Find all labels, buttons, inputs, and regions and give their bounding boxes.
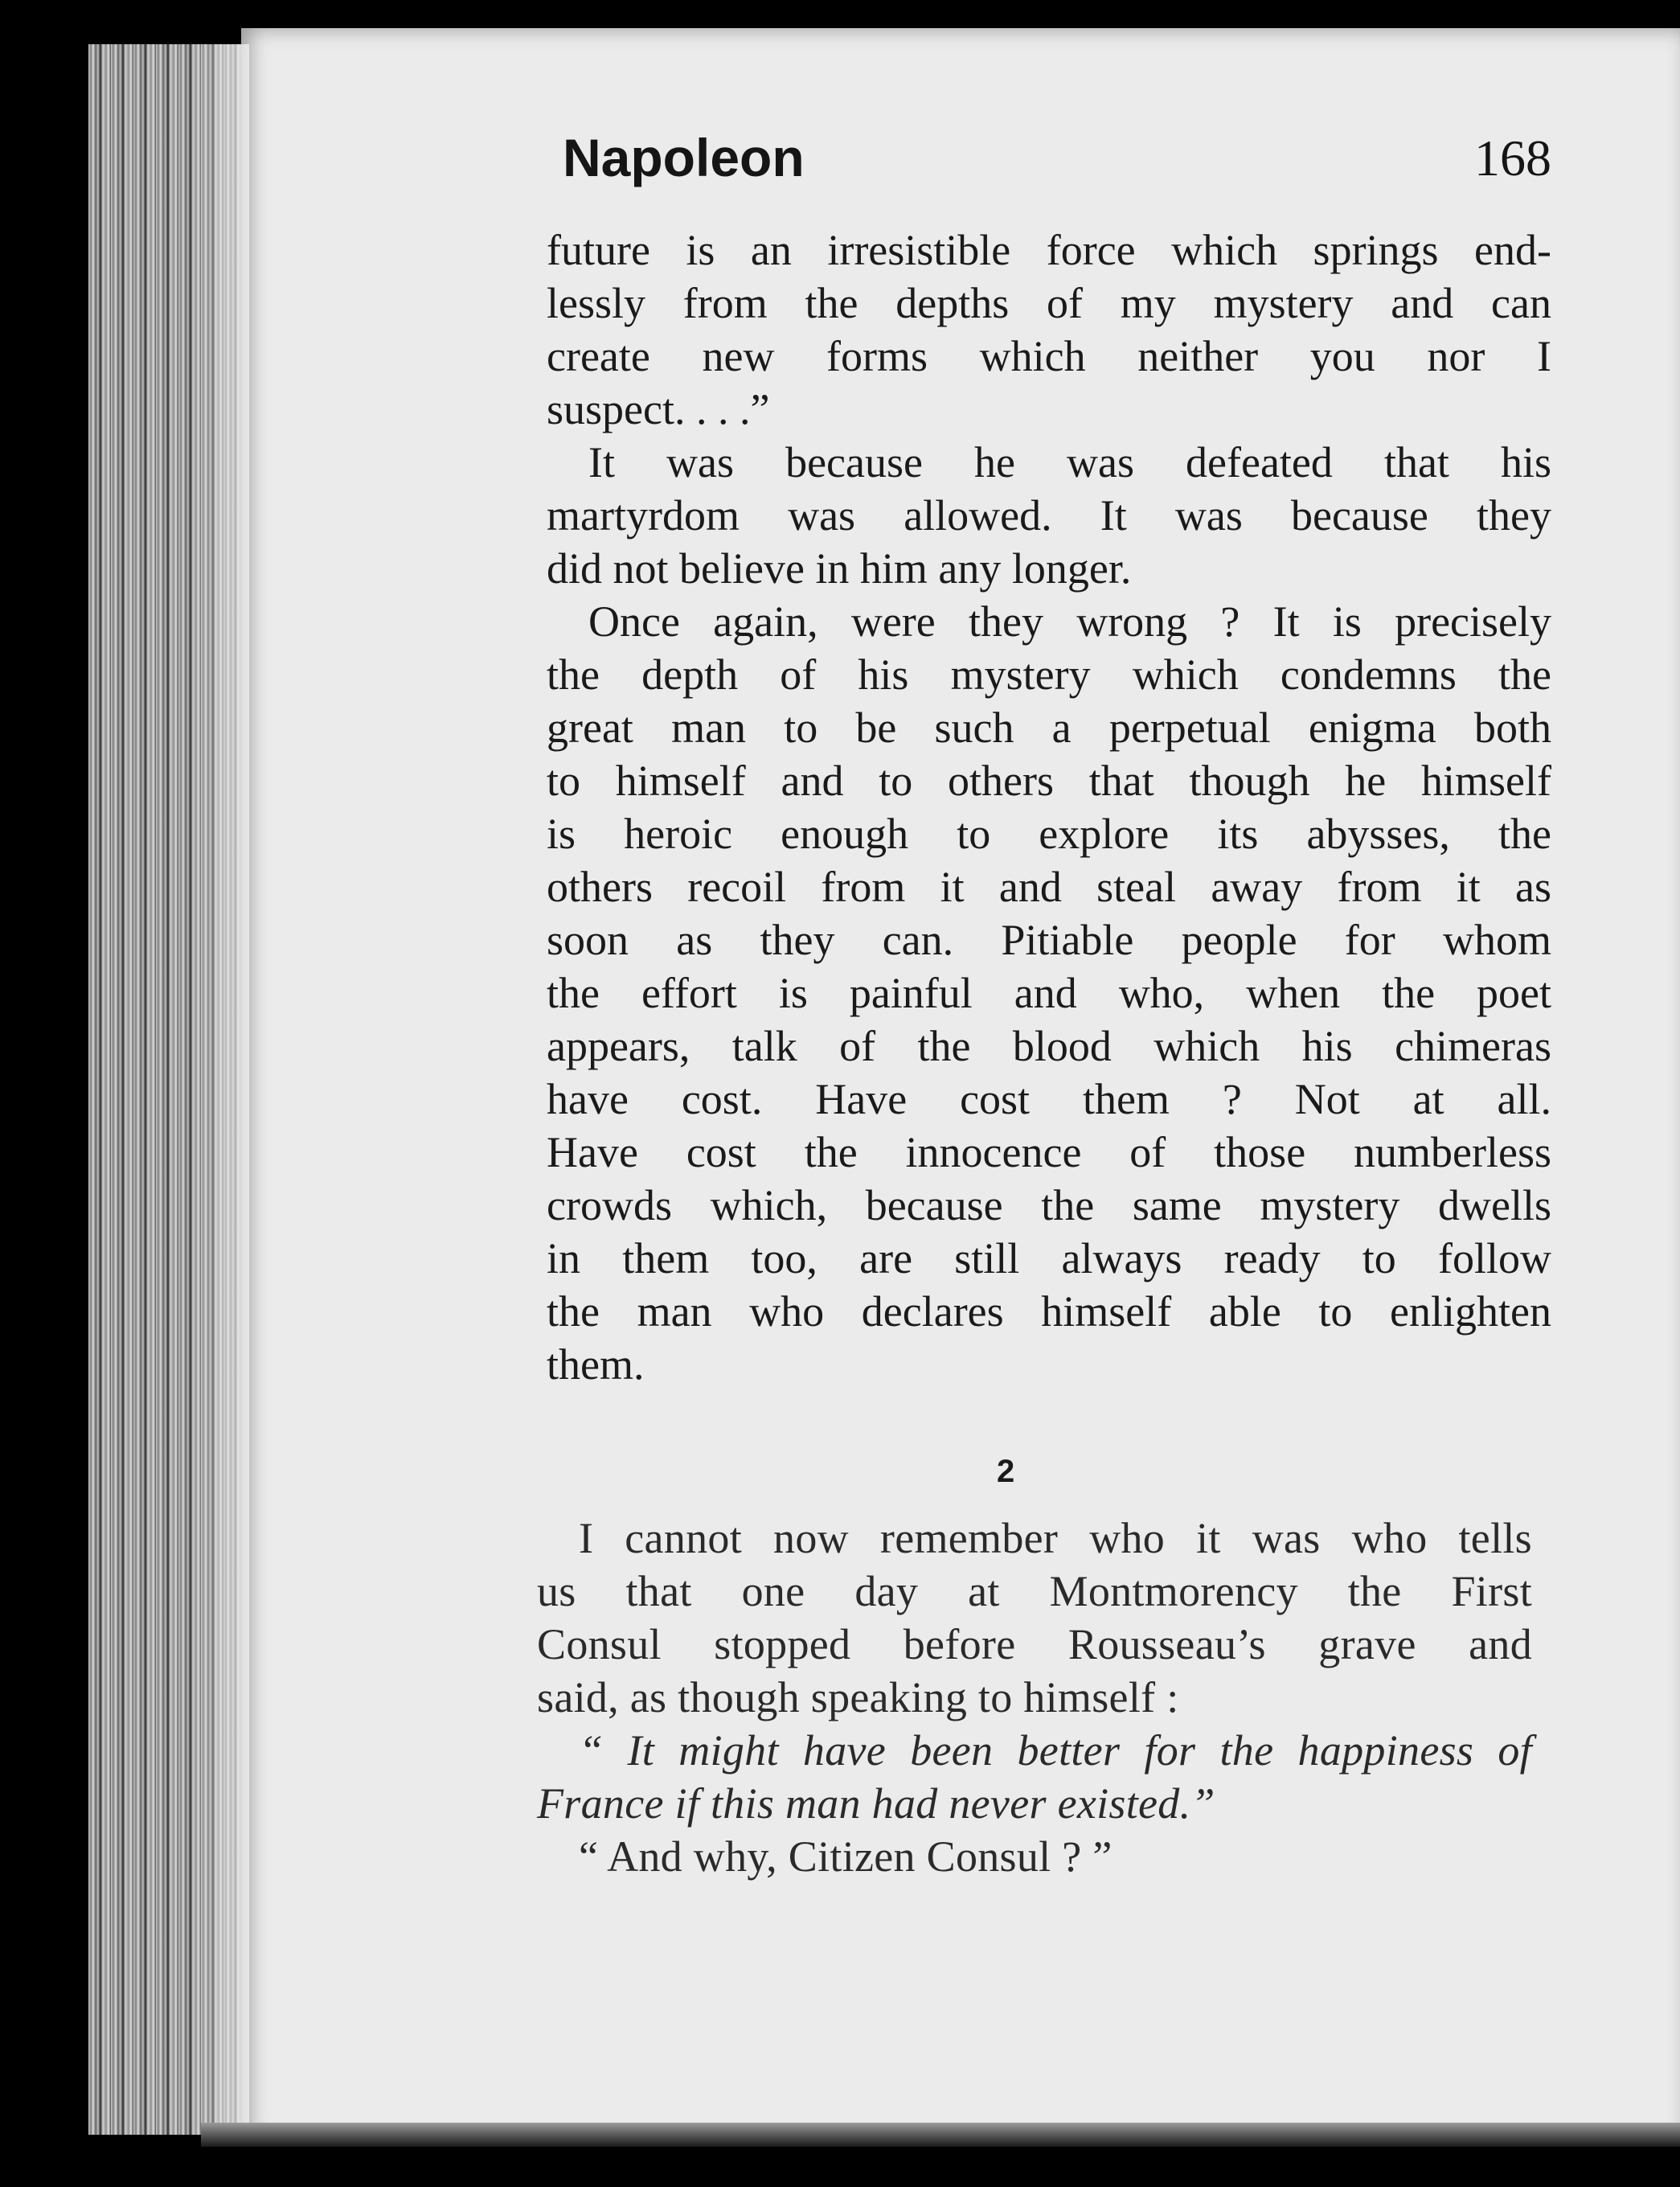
page-number: 168 [1474, 129, 1551, 187]
text-line: to himself and to others that though he himself [547, 757, 1551, 805]
running-title: Napoleon [563, 128, 805, 187]
text-line: did not believe in him any longer. [547, 544, 1132, 593]
text-line: said, as though speaking to himself : [537, 1673, 1179, 1721]
gutter-shadow [193, 44, 249, 2135]
section-number: 2 [997, 1454, 1015, 1489]
text-line: soon as they can. Pitiable people for whom [547, 916, 1551, 964]
text-line: suspect. . . .” [547, 385, 770, 433]
text-line: others recoil from it and steal away from it as [547, 863, 1551, 911]
text-line: appears, talk of the blood which his chimeras [547, 1022, 1551, 1070]
text-line: Once again, were they wrong ? It is precisely [588, 597, 1551, 646]
text-line: the effort is painful and who, when the poet [547, 969, 1551, 1017]
text-line: “ And why, Citizen Consul ? ” [579, 1832, 1112, 1881]
quote-line: France if this man had never existed.” [537, 1779, 1215, 1828]
quote-line: “ It might have been better for the happiness of [579, 1726, 1532, 1775]
text-line: have cost. Have cost them ? Not at all. [547, 1075, 1551, 1123]
section-one-text [547, 224, 1551, 1391]
text-line: I cannot now remember who it was who tells [579, 1514, 1532, 1562]
text-line: the man who declares himself able to enlighten [547, 1287, 1551, 1336]
text-line: them. [547, 1340, 645, 1389]
text-line: martyrdom was allowed. It was because they [547, 491, 1551, 540]
running-header [563, 127, 1551, 199]
text-line: is heroic enough to explore its abysses, the [547, 810, 1551, 858]
text-line: the depth of his mystery which condemns the [547, 650, 1551, 699]
page-bottom-edge [201, 2123, 1680, 2147]
text-line: Have cost the innocence of those numberless [547, 1128, 1551, 1176]
text-line: great man to be such a perpetual enigma both [547, 704, 1551, 752]
section-two-text [537, 1512, 1532, 1883]
text-line: in them too, are still always ready to follow [547, 1234, 1551, 1282]
text-line: It was because he was defeated that his [588, 438, 1551, 486]
text-line: create new forms which neither you nor I [547, 332, 1551, 380]
text-line: crowds which, because the same mystery dwells [547, 1181, 1551, 1229]
text-line: Consul stopped before Rousseau’s grave and [537, 1620, 1532, 1668]
text-line: us that one day at Montmorency the First [537, 1567, 1532, 1615]
text-line: lessly from the depths of my mystery and can [547, 279, 1551, 327]
text-line: future is an irresistible force which springs end- [547, 226, 1551, 274]
